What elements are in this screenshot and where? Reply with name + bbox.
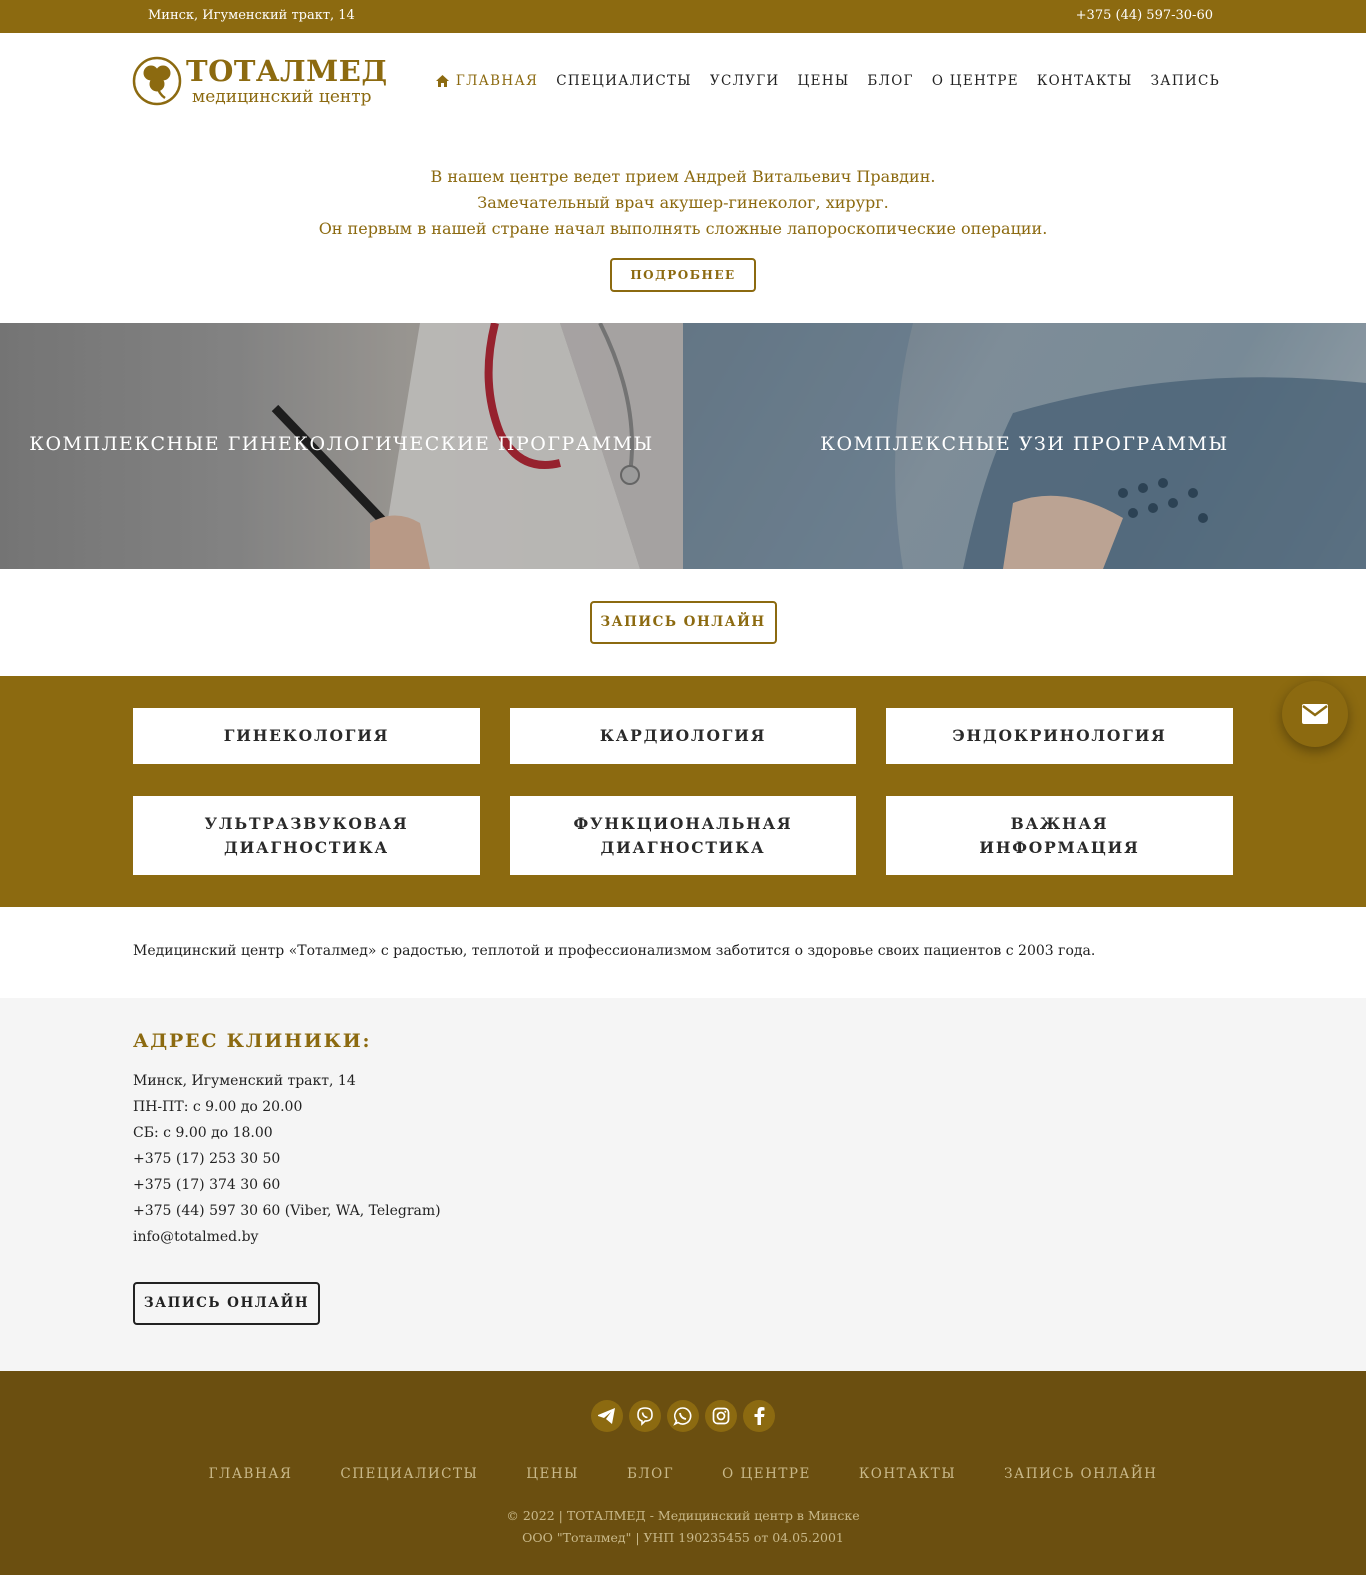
logo-subtitle: медицинский центр (192, 86, 372, 107)
footer-nav-specialists[interactable]: СПЕЦИАЛИСТЫ (340, 1466, 479, 1482)
logo-title: ТОТАЛМЕД (186, 53, 388, 88)
contacts-booking-button[interactable]: ЗАПИСЬ ОНЛАЙН (133, 1282, 320, 1325)
mail-icon (1302, 704, 1328, 724)
copyright (0, 1505, 1366, 1549)
service-label: ФУНКЦИОНАЛЬНАЯ (573, 813, 793, 833)
online-booking-button[interactable]: ЗАПИСЬ ОНЛАЙН (590, 601, 777, 644)
social-links (0, 1400, 1366, 1432)
service-label: ЭНДОКРИНОЛОГИЯ (952, 726, 1167, 745)
home-icon (436, 75, 449, 87)
facebook-link[interactable] (743, 1400, 775, 1432)
program-banners (0, 323, 1366, 569)
logo[interactable] (132, 53, 388, 107)
contact-email[interactable]: info@totalmed.by (133, 1229, 259, 1245)
intro-line: В нашем центре ведет прием Андрей Витальевич Правдин. (430, 167, 936, 186)
telegram-link[interactable] (591, 1400, 623, 1432)
main-nav (418, 73, 1220, 89)
copyright-line: © 2022 | ТОТАЛМЕД - Медицинский центр в Минске (506, 1508, 860, 1523)
service-important-info[interactable] (886, 796, 1233, 875)
service-label: ДИАГНОСТИКА (224, 837, 389, 857)
contacts-section (0, 998, 1366, 1371)
service-cardiology[interactable] (510, 708, 856, 764)
contacts-title: АДРЕС КЛИНИКИ: (133, 1030, 372, 1052)
intro-line: Замечательный врач акушер-гинеколог, хирург. (477, 193, 889, 212)
contact-phone[interactable]: +375 (17) 253 30 50 (133, 1151, 281, 1167)
more-button[interactable]: ПОДРОБНЕЕ (610, 258, 755, 292)
intro-section (0, 129, 1366, 323)
nav-item-blog[interactable]: БЛОГ (867, 73, 914, 89)
nav-item-home[interactable] (436, 73, 538, 89)
service-label: ИНФОРМАЦИЯ (979, 837, 1140, 857)
footer-nav (0, 1466, 1366, 1482)
footer (0, 1371, 1366, 1575)
service-endocrinology[interactable] (886, 708, 1233, 764)
nav-item-label: ГЛАВНАЯ (455, 73, 539, 89)
service-label: УЛЬТРАЗВУКОВАЯ (204, 813, 409, 833)
service-ultrasound-diagnostics[interactable] (133, 796, 480, 875)
service-gynecology[interactable] (133, 708, 480, 764)
contact-hours-saturday: СБ: с 9.00 до 18.00 (133, 1125, 273, 1141)
nav-item-appointment[interactable]: ЗАПИСЬ (1150, 73, 1220, 89)
top-bar (0, 0, 1366, 33)
contact-phone-messengers[interactable]: +375 (44) 597 30 60 (Viber, WA, Telegram) (133, 1203, 441, 1219)
ultrasound-programs-banner[interactable] (683, 323, 1366, 569)
clover-logo-icon (132, 56, 182, 106)
services-section (0, 676, 1366, 907)
legal-info: ООО "Тоталмед" | УНП 190235455 от 04.05.2001 (522, 1530, 844, 1545)
header (0, 33, 1366, 129)
gynecology-programs-banner[interactable] (0, 323, 683, 569)
instagram-icon (712, 1407, 730, 1425)
service-label: ВАЖНАЯ (1010, 813, 1109, 833)
about-section (0, 907, 1366, 998)
footer-nav-booking[interactable]: ЗАПИСЬ ОНЛАЙН (1004, 1466, 1158, 1482)
footer-nav-prices[interactable]: ЦЕНЫ (526, 1466, 579, 1482)
service-label: ДИАГНОСТИКА (600, 837, 766, 857)
about-text: Медицинский центр «Тоталмед» с радостью, теплотой и профессионализмом заботится о здоровье своих пациентов с 2003 года. (133, 943, 1096, 959)
whatsapp-icon (673, 1406, 693, 1426)
topbar-phone[interactable]: +375 (44) 597-30-60 (1075, 8, 1213, 23)
facebook-icon (753, 1407, 765, 1425)
footer-nav-about[interactable]: О ЦЕНТРЕ (722, 1466, 811, 1482)
contact-hours-weekdays: ПН-ПТ: с 9.00 до 20.00 (133, 1099, 303, 1115)
footer-nav-contacts[interactable]: КОНТАКТЫ (858, 1466, 957, 1482)
service-label: КАРДИОЛОГИЯ (599, 726, 767, 745)
nav-item-about[interactable]: О ЦЕНТРЕ (931, 73, 1019, 89)
viber-link[interactable] (629, 1400, 661, 1432)
topbar-address: Минск, Игуменский тракт, 14 (148, 8, 355, 23)
service-label: ГИНЕКОЛОГИЯ (223, 726, 390, 745)
nav-item-prices[interactable]: ЦЕНЫ (797, 73, 850, 89)
banner-title: КОМПЛЕКСНЫЕ ГИНЕКОЛОГИЧЕСКИЕ ПРОГРАММЫ (29, 433, 654, 455)
contact-fab-button[interactable] (1282, 681, 1348, 747)
nav-item-specialists[interactable]: СПЕЦИАЛИСТЫ (556, 73, 692, 89)
banner-title: КОМПЛЕКСНЫЕ УЗИ ПРОГРАММЫ (820, 433, 1229, 455)
viber-icon (635, 1406, 655, 1426)
contact-address: Минск, Игуменский тракт, 14 (133, 1073, 356, 1089)
contact-phone[interactable]: +375 (17) 374 30 60 (133, 1177, 281, 1193)
cta-section (0, 569, 1366, 676)
nav-item-services[interactable]: УСЛУГИ (709, 73, 780, 89)
intro-line: Он первым в нашей стране начал выполнять сложные лапороскопические операции. (318, 219, 1048, 238)
telegram-icon (598, 1408, 616, 1424)
nav-item-contacts[interactable]: КОНТАКТЫ (1036, 73, 1133, 89)
contact-lines (133, 1068, 1366, 1250)
whatsapp-link[interactable] (667, 1400, 699, 1432)
service-functional-diagnostics[interactable] (510, 796, 856, 875)
footer-nav-home[interactable]: ГЛАВНАЯ (208, 1466, 293, 1482)
footer-nav-blog[interactable]: БЛОГ (626, 1466, 675, 1482)
instagram-link[interactable] (705, 1400, 737, 1432)
